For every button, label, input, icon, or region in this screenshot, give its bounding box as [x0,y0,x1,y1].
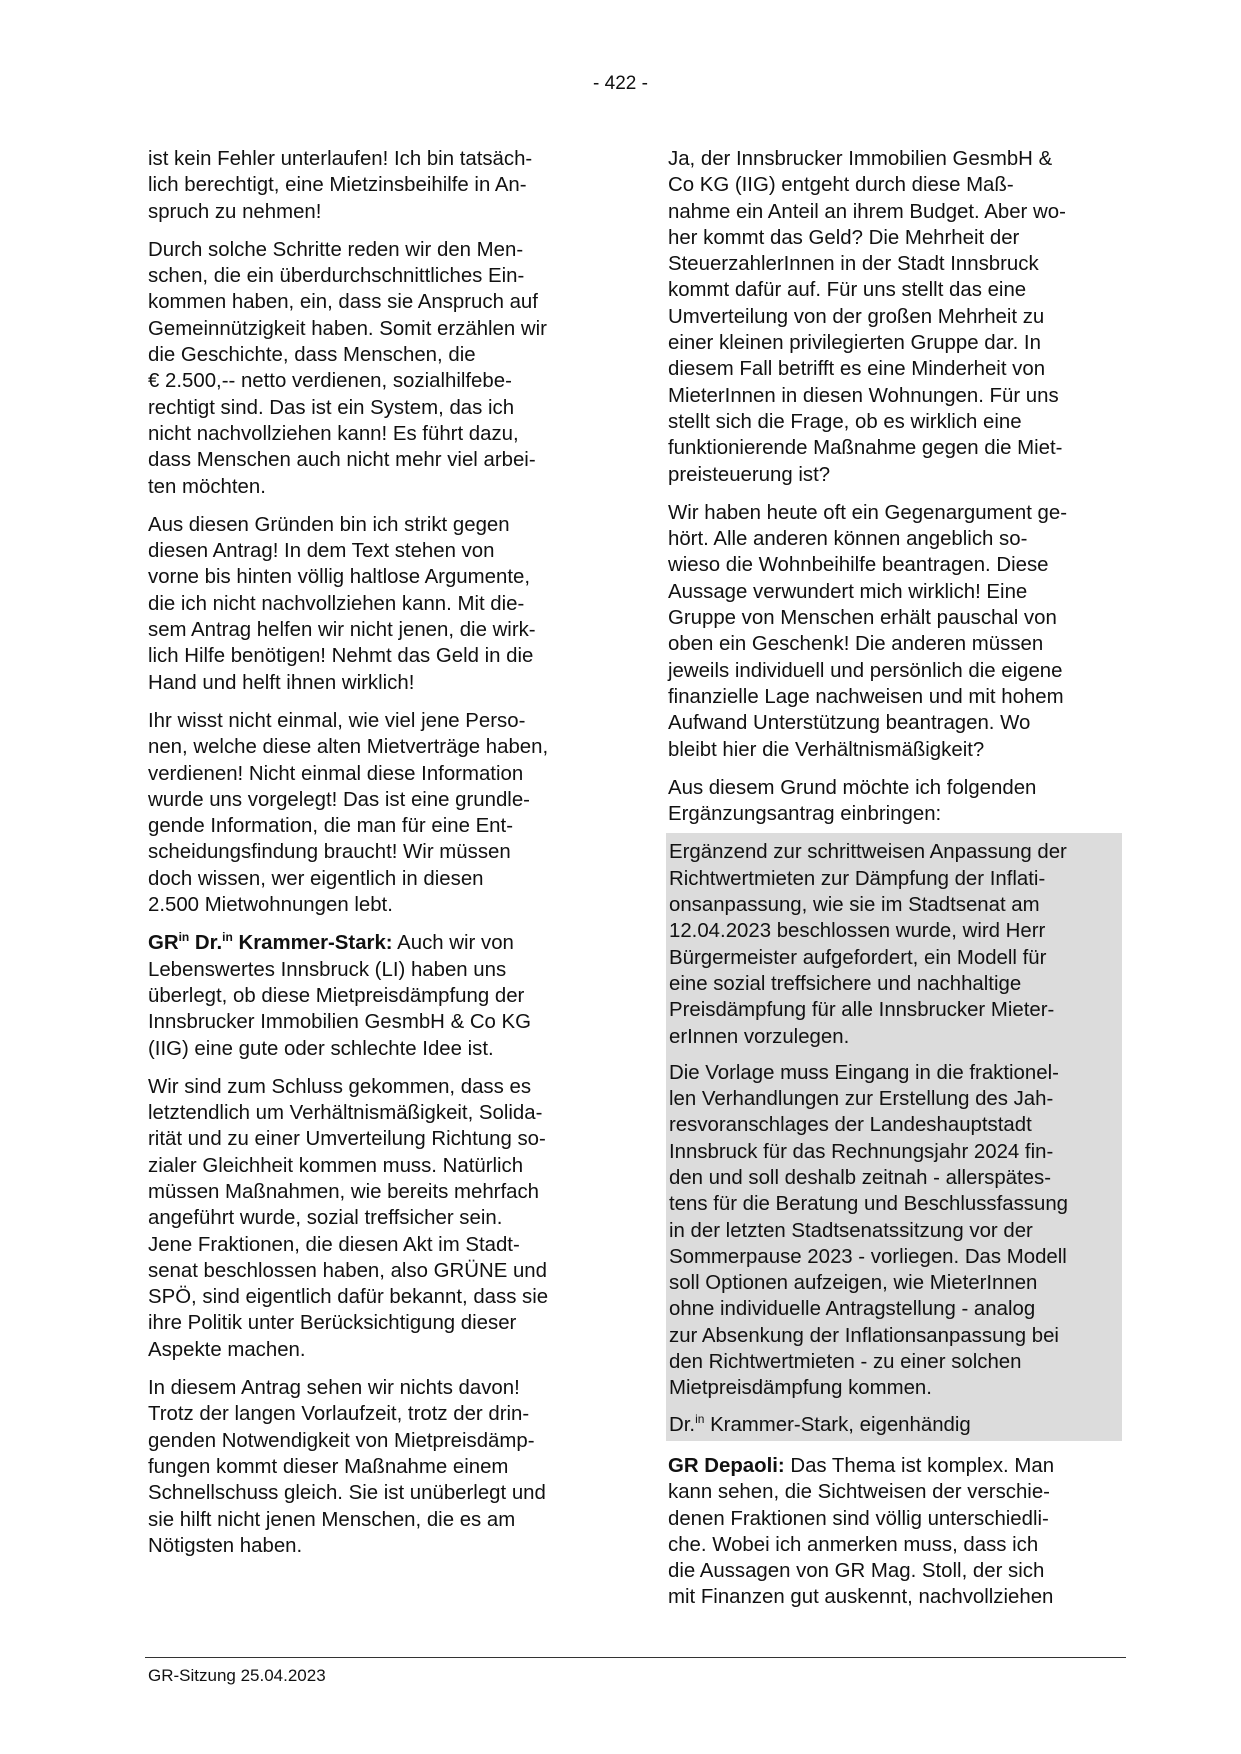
text-line: Sommerpause 2023 - vorliegen. Das Modell [669,1245,1067,1268]
text-line: che. Wobei ich anmerken muss, dass ich [668,1533,1039,1556]
text-line: zialer Gleichheit kommen muss. Natürlich [148,1154,524,1177]
text-line: eine sozial treffsichere und nachhaltige [669,972,1022,995]
text-line: Schnellschuss gleich. Sie ist unüberlegt und [148,1482,546,1505]
text-line: verdienen! Nicht einmal diese Information [148,762,524,785]
text-line: überlegt, ob diese Mietpreisdämpfung der [148,984,525,1007]
text-line: die Aussagen von GR Mag. Stoll, der sich [668,1560,1045,1583]
text-line: oben ein Geschenk! Die anderen müssen [668,633,1044,656]
paragraph [148,146,600,225]
text-line: Innsbruck für das Rechnungsjahr 2024 fin- [669,1140,1054,1163]
text-line: vorne bis hinten völlig haltlose Argumente, [148,566,530,589]
text-line: nahme ein Anteil an ihrem Budget. Aber wo- [668,200,1066,223]
text-line: her kommt das Geld? Die Mehrheit der [668,226,1020,249]
text-line: len Verhandlungen zur Erstellung des Jah- [669,1088,1054,1111]
text-line: kommen haben, ein, dass sie Anspruch auf [148,291,538,314]
motion-paragraph [669,839,1118,1049]
text-line: Ergänzungsantrag einbringen: [668,803,942,826]
text-line: soll Optionen aufzeigen, wie MieterInnen [669,1272,1038,1295]
text-line: Mietpreisdämpfung kommen. [669,1377,932,1400]
paragraph [148,512,600,696]
text-line: nicht nachvollziehen kann! Es führt dazu, [148,422,519,445]
text-line: Ergänzend zur schrittweisen Anpassung der [669,841,1067,864]
text-line: Bürgermeister aufgefordert, ein Modell für [669,946,1047,969]
text-line: Aussage verwundert mich wirklich! Eine [668,580,1028,603]
text-line: Nötigsten haben. [148,1534,303,1557]
text-line: Hand und helft ihnen wirklich! [148,671,415,694]
text-line: ist kein Fehler unterlaufen! Ich bin tatsäch- [148,148,533,170]
text-line: denen Fraktionen sind völlig unterschiedli- [668,1507,1049,1530]
text-line: Gemeinnützigkeit haben. Somit erzählen wir [148,317,547,340]
text-line: funktionierende Maßnahme gegen die Miet- [668,437,1063,460]
text-line: sem Antrag helfen wir nicht jenen, die wirk- [148,619,536,642]
text-line: diesem Fall betrifft es eine Minderheit von [668,358,1046,381]
text-line: Lebenswertes Innsbruck (LI) haben uns [148,958,507,981]
text-line: nen, welche diese alten Mietverträge haben, [148,736,549,759]
text-line: ihre Politik unter Berücksichtigung dieser [148,1312,517,1335]
text-line: tens für die Beratung und Beschlussfassung [669,1193,1069,1216]
paragraph [668,146,1122,488]
text-line: sie hilft nicht jenen Menschen, die es am [148,1508,516,1531]
text-line: ohne individuelle Antragstellung - analog [669,1298,1036,1321]
text-line: Aspekte machen. [148,1338,306,1361]
text-line: Jene Fraktionen, die diesen Akt im Stadt- [148,1233,520,1256]
text-line: Co KG (IIG) entgeht durch diese Maß- [668,174,1014,197]
text-line: genden Notwendigkeit von Mietpreisdämp- [148,1429,535,1452]
text-line: kommt dafür auf. Für uns stellt das eine [668,279,1027,302]
text-line: Aus diesem Grund möchte ich folgenden [668,776,1037,799]
text-line: onsanpassung, wie sie im Stadtsenat am [669,894,1040,917]
text-line: Gruppe von Menschen erhält pauschal von [668,607,1057,630]
text-line: resvoranschlages der Landeshauptstadt [669,1114,1032,1137]
footer-divider [145,1657,1126,1658]
text-line: scheidungsfindung braucht! Wir müssen [148,841,511,864]
text-line: diesen Antrag! In dem Text stehen von [148,540,495,563]
motion-paragraph [669,1060,1118,1402]
page-number: - 422 - [593,73,648,94]
text-line: Die Vorlage muss Eingang in die fraktionel- [669,1061,1059,1084]
text-line: 2.500 Mietwohnungen lebt. [148,894,393,917]
text-line: In diesem Antrag sehen wir nichts davon! [148,1377,520,1400]
speaker-paragraph: GR Depaoli: Das Thema ist komplex. Man kann sehen, die Sichtweisen der verschie- denen Fraktionen sind völlig unterschiedli- che. Wobei ich anmerken muss, dass ich die Aussagen von GR Mag. Stoll, der sich mit Finanzen gut auskennt, nachvollziehen [668,1453,1122,1611]
text-line: (IIG) eine gute oder schlechte Idee ist. [148,1037,494,1060]
text-line: rität und zu einer Umverteilung Richtung so- [148,1128,546,1151]
text-line: hört. Alle anderen können angeblich so- [668,528,1028,551]
text-line: rechtigt sind. Das ist ein System, das ich [148,396,515,419]
text-line: müssen Maßnahmen, wie bereits mehrfach [148,1180,539,1203]
text-line: jeweils individuell und persönlich die eigene [668,659,1063,682]
text-line: 12.04.2023 beschlossen wurde, wird Herr [669,920,1046,943]
text-line: € 2.500,-- netto verdienen, sozialhilfebe- [148,370,512,393]
left-column [148,146,600,1571]
text-line: Aufwand Unterstützung beantragen. Wo [668,712,1031,735]
text-line: den und soll deshalb zeitnah - allerspätes- [669,1166,1051,1189]
text-line: Durch solche Schritte reden wir den Men- [148,238,524,261]
text-line: mit Finanzen gut auskennt, nachvollziehen [668,1586,1054,1609]
paragraph [148,237,600,500]
motion-signature: Dr.$^{in}$ Krammer-Stark, eigenhändig [669,1411,971,1436]
text-line: Wir sind zum Schluss gekommen, dass es [148,1075,532,1098]
right-column [668,146,1122,1623]
text-line: Umverteilung von der großen Mehrheit zu [668,305,1045,328]
text-line: stellt sich die Frage, ob es wirklich eine [668,410,1022,433]
text-line: Wir haben heute oft ein Gegenargument ge- [668,501,1068,524]
text-line: Ihr wisst nicht einmal, wie viel jene Perso- [148,709,526,732]
text-line: angeführt wurde, sozial treffsicher sein. [148,1207,503,1230]
speaker-paragraph: $GR^{in}$ Dr.$^{in}$ Krammer-Stark: Auch wir von Lebenswertes Innsbruck (LI) haben uns überlegt, ob diese Mietpreisdämpfung der Innsbrucker Immobilien GesmbH & Co KG (IIG) eine gute oder schlechte Idee ist. [148,930,600,1061]
text-line: SPÖ, sind eigentlich dafür bekannt, dass sie [148,1286,549,1309]
text-line: letztendlich um Verhältnismäßigkeit, Solida- [148,1102,543,1125]
text-line: erInnen vorzulegen. [669,1025,850,1048]
text-line: senat beschlossen haben, also GRÜNE und [148,1259,547,1282]
text-line: MieterInnen in diesen Wohnungen. Für uns [668,384,1059,407]
text-line: finanzielle Lage nachweisen und mit hohem [668,685,1064,708]
text-line: spruch zu nehmen! [148,200,322,223]
text-line: bleibt hier die Verhältnismäßigkeit? [668,738,985,761]
footer-session-date: GR-Sitzung 25.04.2023 [148,1666,326,1685]
text-line: Trotz der langen Vorlaufzeit, trotz der drin- [148,1403,530,1426]
text-line: dass Menschen auch nicht mehr viel arbei- [148,449,536,472]
text-line: SteuerzahlerInnen in der Stadt Innsbruck [668,253,1039,276]
text-line: lich berechtigt, eine Mietzinsbeihilfe in An- [148,174,527,197]
text-line: doch wissen, wer eigentlich in diesen [148,867,484,890]
paragraph [148,708,600,918]
paragraph [148,1074,600,1363]
text-line: die ich nicht nachvollziehen kann. Mit die- [148,592,525,615]
text-line: Richtwertmieten zur Dämpfung der Inflati- [669,867,1046,890]
paragraph [668,500,1122,763]
text-line: einer kleinen privilegierten Gruppe dar. In [668,332,1041,355]
text-line: zur Absenkung der Inflationsanpassung bei [669,1324,1059,1347]
text-line: lich Hilfe benötigen! Nehmt das Geld in die [148,645,534,668]
text-line: schen, die ein überdurchschnittliches Ein- [148,265,525,288]
text-line: kann sehen, die Sichtweisen der verschie- [668,1481,1050,1504]
paragraph [148,1375,600,1559]
text-line: ten möchten. [148,475,266,498]
text-line: wieso die Wohnbeihilfe beantragen. Diese [668,554,1049,577]
paragraph [668,775,1122,828]
supplementary-motion-box [666,833,1122,1441]
text-line: wurde uns vorgelegt! Das ist eine grundle- [148,788,530,811]
text-line: in der letzten Stadtsenatssitzung vor der [669,1219,1033,1242]
text-line: Innsbrucker Immobilien GesmbH & Co KG [148,1011,532,1034]
text-line: Ja, der Innsbrucker Immobilien GesmbH & [668,148,1053,170]
text-line: den Richtwertmieten - zu einer solchen [669,1351,1022,1374]
text-line: Preisdämpfung für alle Innsbrucker Mieter- [669,999,1055,1022]
text-line: fungen kommt dieser Maßnahme einem [148,1455,509,1478]
speaker-name: GR Depaoli: [668,1454,785,1477]
text-line: die Geschichte, dass Menschen, die [148,344,476,367]
speaker-name: $GR^{in}$ Dr.$^{in}$ Krammer-Stark: [148,930,393,955]
text-line: Aus diesen Gründen bin ich strikt gegen [148,513,510,536]
text-line: gende Information, die man für eine Ent- [148,815,513,838]
text-line: preisteuerung ist? [668,463,831,486]
